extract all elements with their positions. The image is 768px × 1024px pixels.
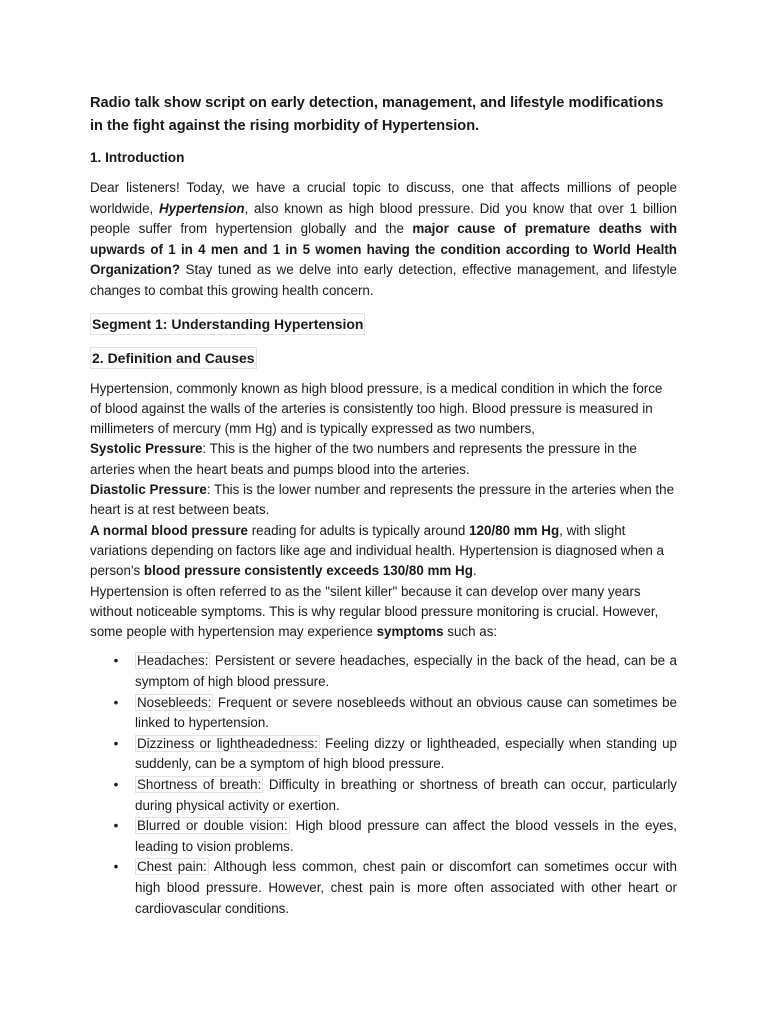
systolic-label: Systolic Pressure: [90, 441, 203, 457]
normal-bp-value: 120/80 mm Hg: [469, 522, 560, 538]
intro-text-2: , also known as high blood pressure. Did you know that over 1 billion people suffer from hypertension globally and the: [90, 200, 677, 237]
list-item: [90, 651, 677, 692]
normal-bp-text-3: .: [472, 563, 477, 579]
symptom-description: Although less common, chest pain or discomfort can sometimes occur with high blood pressure. However, chest pain is more often associated with other heart or cardiovascular conditions.: [135, 859, 677, 916]
symptom-term: Dizziness or lightheadedness:: [137, 735, 318, 751]
symptom-term: Shortness of breath:: [137, 776, 262, 792]
diastolic-text: : This is the lower number and represents the pressure in the arteries when the heart is at rest between beats.: [90, 482, 675, 518]
symptom-description: Frequent or severe nosebleeds without an obvious cause can sometimes be linked to hypertension.: [135, 694, 677, 731]
intro-bold-statement: major cause of premature deaths with upwards of 1 in 4 men and 1 in 5 women having the condition according to World Health Organization?: [90, 221, 677, 278]
silent-killer-text-2: such as:: [443, 624, 498, 640]
symptom-description: High blood pressure can affect the blood vessels in the eyes, leading to vision problems.: [135, 818, 677, 854]
intro-text-1: Dear listeners! Today, we have a crucial topic to discuss, one that affects millions of people worldwide,: [90, 180, 677, 216]
bullet-icon: •: [113, 735, 119, 751]
list-item: [90, 693, 677, 734]
introduction-paragraph: [90, 178, 677, 302]
normal-bp-text-2: , with slight variations depending on factors like age and individual health. Hypertension is diagnosed when a person's: [90, 522, 664, 579]
diagnosis-threshold: blood pressure consistently exceeds 130/80 mm Hg: [143, 563, 473, 579]
list-item: [90, 734, 677, 775]
symptom-term: Blurred or double vision:: [137, 818, 288, 834]
diastolic-label: Diastolic Pressure: [90, 482, 207, 498]
symptoms-list: [90, 651, 677, 919]
symptoms-keyword: symptoms: [376, 624, 444, 640]
bullet-icon: •: [113, 776, 119, 792]
bullet-icon: •: [113, 653, 119, 669]
systolic-paragraph: [90, 439, 677, 480]
symptom-description: Feeling dizzy or lightheaded, especially when standing up suddenly, can be a symptom of high blood pressure.: [135, 735, 677, 772]
symptom-description: Difficulty in breathing or shortness of breath can occur, particularly during physical activity or exertion.: [135, 776, 677, 813]
definition-paragraph: Hypertension, commonly known as high blood pressure, is a medical condition in which the force of blood against the walls of the arteries is consistently too high. Blood pressure is measured in millimeters of mercury (mm Hg) and is typically expressed as two numbers,: [90, 380, 663, 437]
list-item: [90, 857, 677, 919]
intro-text-3: Stay tuned as we delve into early detection, effective management, and lifestyle changes to combat this growing health concern.: [90, 262, 677, 298]
symptom-description: Persistent or severe headaches, especially in the back of the head, can be a symptom of high blood pressure.: [135, 653, 677, 690]
bullet-icon: •: [113, 859, 119, 875]
symptom-term: Chest pain:: [137, 859, 207, 875]
diastolic-paragraph: [90, 480, 677, 521]
symptom-term: Headaches:: [137, 653, 209, 669]
symptom-term: Nosebleeds:: [137, 694, 212, 710]
normal-bp-label: A normal blood pressure: [90, 522, 248, 538]
normal-bp-text-1: reading for adults is typically around: [248, 522, 470, 538]
definition-heading: 2. Definition and Causes: [90, 347, 257, 369]
systolic-text: : This is the higher of the two numbers and represents the pressure in the arteries when the heart beats and pumps blood into the arteries.: [90, 441, 637, 477]
silent-killer-text-1: Hypertension is often referred to as the "silent killer" because it can develop over many years without noticeable symptoms. This is why regular blood pressure monitoring is crucial. However, some people with hypertension may experience: [90, 583, 659, 640]
segment1-heading: Segment 1: Understanding Hypertension: [90, 313, 365, 335]
definition-body: [90, 379, 677, 643]
normal-bp-paragraph: [90, 521, 677, 582]
list-item: [90, 775, 677, 816]
document-page: [90, 92, 677, 919]
silent-killer-paragraph: [90, 582, 677, 643]
introduction-heading: 1. Introduction: [90, 150, 185, 165]
document-title: Radio talk show script on early detection, management, and lifestyle modifications in the fight against the rising morbidity of Hypertension.: [90, 95, 664, 134]
list-item: [90, 816, 677, 857]
intro-hypertension-term: Hypertension: [158, 200, 245, 216]
bullet-icon: •: [113, 694, 119, 710]
bullet-icon: •: [113, 818, 119, 834]
